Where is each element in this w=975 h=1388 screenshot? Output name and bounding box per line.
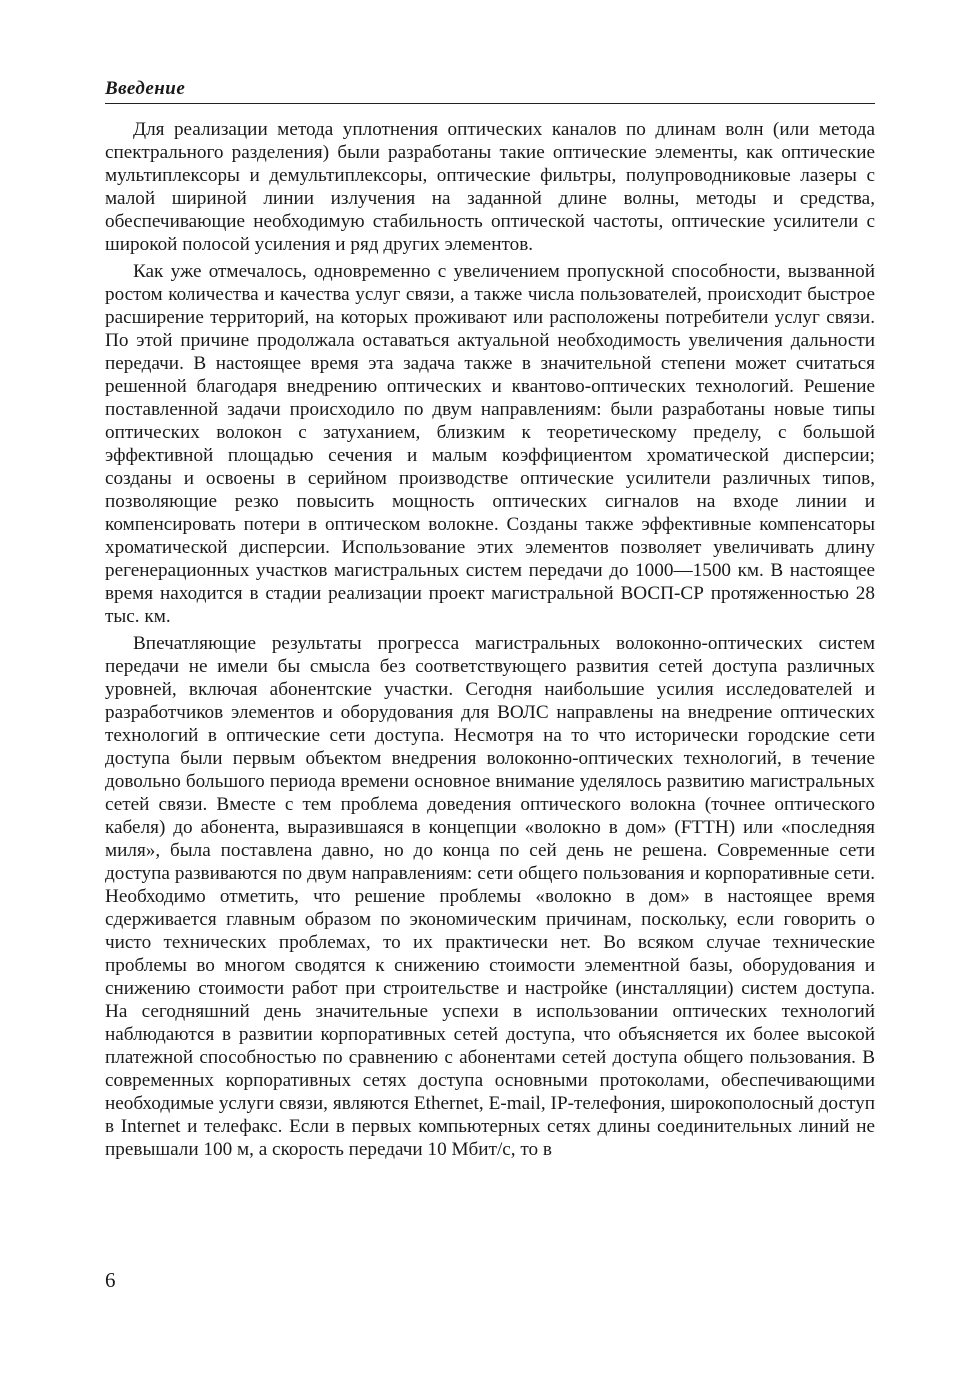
paragraph: Для реализации метода уплотнения оптических каналов по длинам волн (или метода спектрального разделения) были разработаны такие оптические элементы, как оптические мультиплексоры и демультиплексоры, оптические фильтры, полупроводниковые лазеры с малой шириной линии излучения на заданной длине волны, методы и средства, обеспечивающие необходимую стабильность оптической частоты, оптические усилители с широкой полосой усиления и ряд других элементов. (105, 119, 875, 255)
page-number: 6 (105, 1268, 116, 1292)
body-text (105, 118, 875, 1161)
paragraph: Впечатляющие результаты прогресса магистральных волоконно-оптических систем передачи не имели бы смысла без соответствующего развития сетей доступа различных уровней, включая абонентские участки. Сегодня наибольшие усилия исследователей и разработчиков элементов и оборудования для ВОЛС направлены на внедрение оптических технологий в оптические сети доступа. Несмотря на то что исторически городские сети доступа были первым объектом внедрения волоконно-оптических технологий, в течение довольно большого периода времени основное внимание уделялось развитию магистральных сетей связи. Вместе с тем проблема доведения оптического волокна (точнее оптического кабеля) до абонента, выразившаяся в концепции «волокно в дом» (FTTH) или «последняя миля», была поставлена давно, но до конца по сей день не решена. Современные сети доступа развиваются по двум направлениям: сети общего пользования и корпоративные сети. Необходимо отметить, что решение проблемы «волокно в дом» в настоящее время сдерживается главным образом по экономическим причинам, поскольку, если говорить о чисто технических проблемах, то их практически нет. Во всяком случае технические проблемы во многом сводятся к снижению стоимости элементной базы, оборудования и снижению стоимости работ при строительстве и настройке (инсталляции) систем доступа. На сегодняшний день значительные успехи в использовании оптических технологий наблюдаются в развитии корпоративных сетей доступа, что объясняется их более высокой платежной способностью по сравнению с абонентами сетей доступа общего пользования. В современных корпоративных сетях доступа основными протоколами, обеспечивающими необходимые услуги связи, являются Ethernet, E-mail, IP-телефония, широкополосный доступ в Internet и телефакс. Если в первых компьютерных сетях длины соединительных линий не превышали 100 м, а скорость передачи 10 Мбит/с, то в (105, 633, 875, 1160)
page (105, 78, 875, 1165)
paragraph: Как уже отмечалось, одновременно с увеличением пропускной способности, вызванной ростом количества и качества услуг связи, а также числа пользователей, происходит быстрое расширение территорий, на которых проживают или расположены потребители услуг связи. По этой причине продолжала оставаться актуальной необходимость увеличения дальности передачи. В настоящее время эта задача также в значительной степени может считаться решенной благодаря внедрению оптических и квантово-оптических технологий. Решение поставленной задачи происходило по двум направлениям: были разработаны новые типы оптических волокон с затуханием, близким к теоретическому пределу, с большой эффективной площадью сечения и малым коэффициентом хроматической дисперсии; созданы и освоены в серийном производстве оптические усилители различных типов, позволяющие резко повысить мощность оптических сигналов на входе линии и компенсировать потери в оптическом волокне. Созданы также эффективные компенсаторы хроматической дисперсии. Использование этих элементов позволяет увеличивать длину регенерационных участков магистральных систем передачи до 1000—1500 км. В настоящее время находится в стадии реализации проект магистральной ВОСП-СР протяженностью 28 тыс. км. (105, 261, 875, 627)
running-title: Введение (105, 78, 875, 104)
